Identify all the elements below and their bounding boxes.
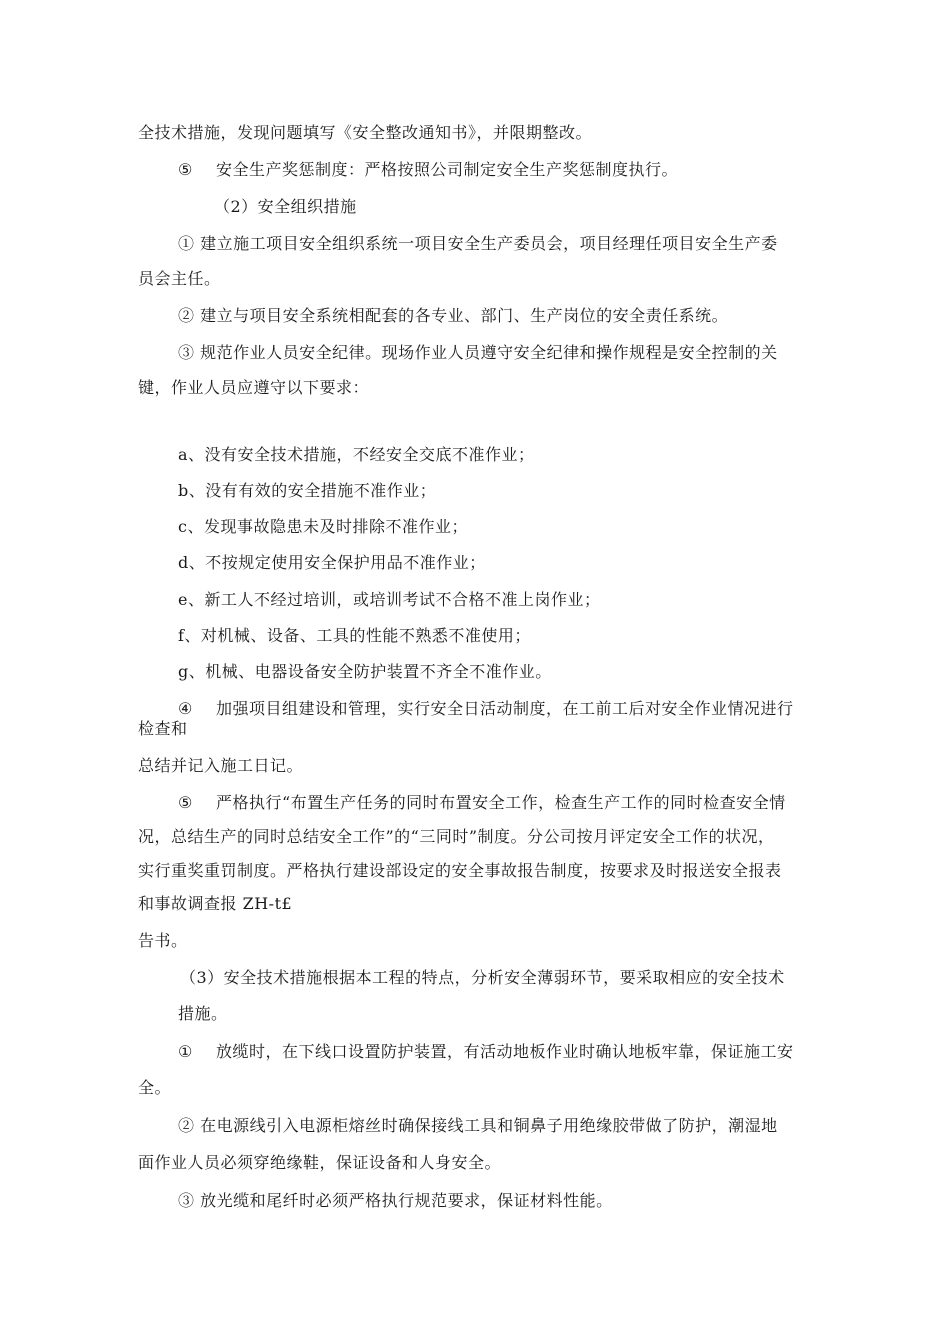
text-line: 告书。 [138,931,188,950]
text-line: 员会主任。 [138,269,221,288]
section-heading: （2）安全组织措施 [214,197,357,216]
text-line: 措施。 [178,1004,228,1023]
list-item: g、机械、电器设备安全防护装置不齐全不准作业。 [178,662,552,681]
item-marker: ⑤ [178,793,193,812]
text-line: 键，作业人员应遵守以下要求： [138,378,370,397]
list-item: f、对机械、设备、工具的性能不熟悉不准使用； [178,626,531,645]
text-line: ② 建立与项目安全系统相配套的各专业、部门、生产岗位的安全责任系统。 [178,306,729,325]
item-text: 加强项目组建设和管理，实行安全日活动制度，在工前工后对安全作业情况进行 [216,699,794,718]
item-text: 安全生产奖惩制度：严格按照公司制定安全生产奖惩制度执行。 [216,160,679,179]
item-text: 严格执行“布置生产任务的同时布置安全工作，检查生产工作的同时检查安全情 [216,793,786,812]
text-line: ③ 放光缆和尾纤时必须严格执行规范要求，保证材料性能。 [178,1191,613,1210]
list-item: e、新工人不经过培训，或培训考试不合格不准上岗作业； [178,590,601,609]
text-line: 况，总结生产的同时总结安全工作”的“三同时”制度。分公司按月评定安全工作的状况， [138,827,775,846]
list-item: b、没有有效的安全措施不准作业； [178,481,437,500]
item-marker: ⑤ [178,160,193,179]
text-line [178,699,794,719]
list-item: c、发现事故隐患未及时排除不准作业； [178,517,468,536]
text-line [178,160,678,180]
item-marker: ④ [178,699,193,718]
text-line: 总结并记入施工日记。 [138,756,304,775]
text-line: 实行重奖重罚制度。严格执行建设部设定的安全事故报告制度，按要求及时报送安全报表 [138,861,782,880]
text-line: ① 建立施工项目安全组织系统一项目安全生产委员会，项目经理任项目安全生产委 [178,234,778,253]
text-line: 检查和 [138,719,188,738]
list-item: d、不按规定使用安全保护用品不准作业； [178,553,486,572]
section-heading: （3）安全技术措施根据本工程的特点，分析安全薄弱环节，要采取相应的安全技术 [180,968,785,987]
item-marker: ① [178,1042,193,1061]
text-line: 全技术措施，发现问题填写《安全整改通知书》，并限期整改。 [138,123,593,142]
text-line [178,1042,794,1062]
text-line: 和事故调查报 ZH-t£ [138,894,293,913]
item-text: 放缆时，在下线口设置防护装置，有活动地板作业时确认地板牢靠，保证施工安 [216,1042,794,1061]
text-line: 面作业人员必须穿绝缘鞋，保证设备和人身安全。 [138,1153,502,1172]
text-line: 全。 [138,1078,172,1097]
text-line: ② 在电源线引入电源柜熔丝时确保接线工具和铜鼻子用绝缘胶带做了防护，潮湿地 [178,1116,778,1135]
text-line: ③ 规范作业人员安全纪律。现场作业人员遵守安全纪律和操作规程是安全控制的关 [178,343,778,362]
text-line [178,793,786,813]
list-item: a、没有安全技术措施，不经安全交底不准作业； [178,445,535,464]
